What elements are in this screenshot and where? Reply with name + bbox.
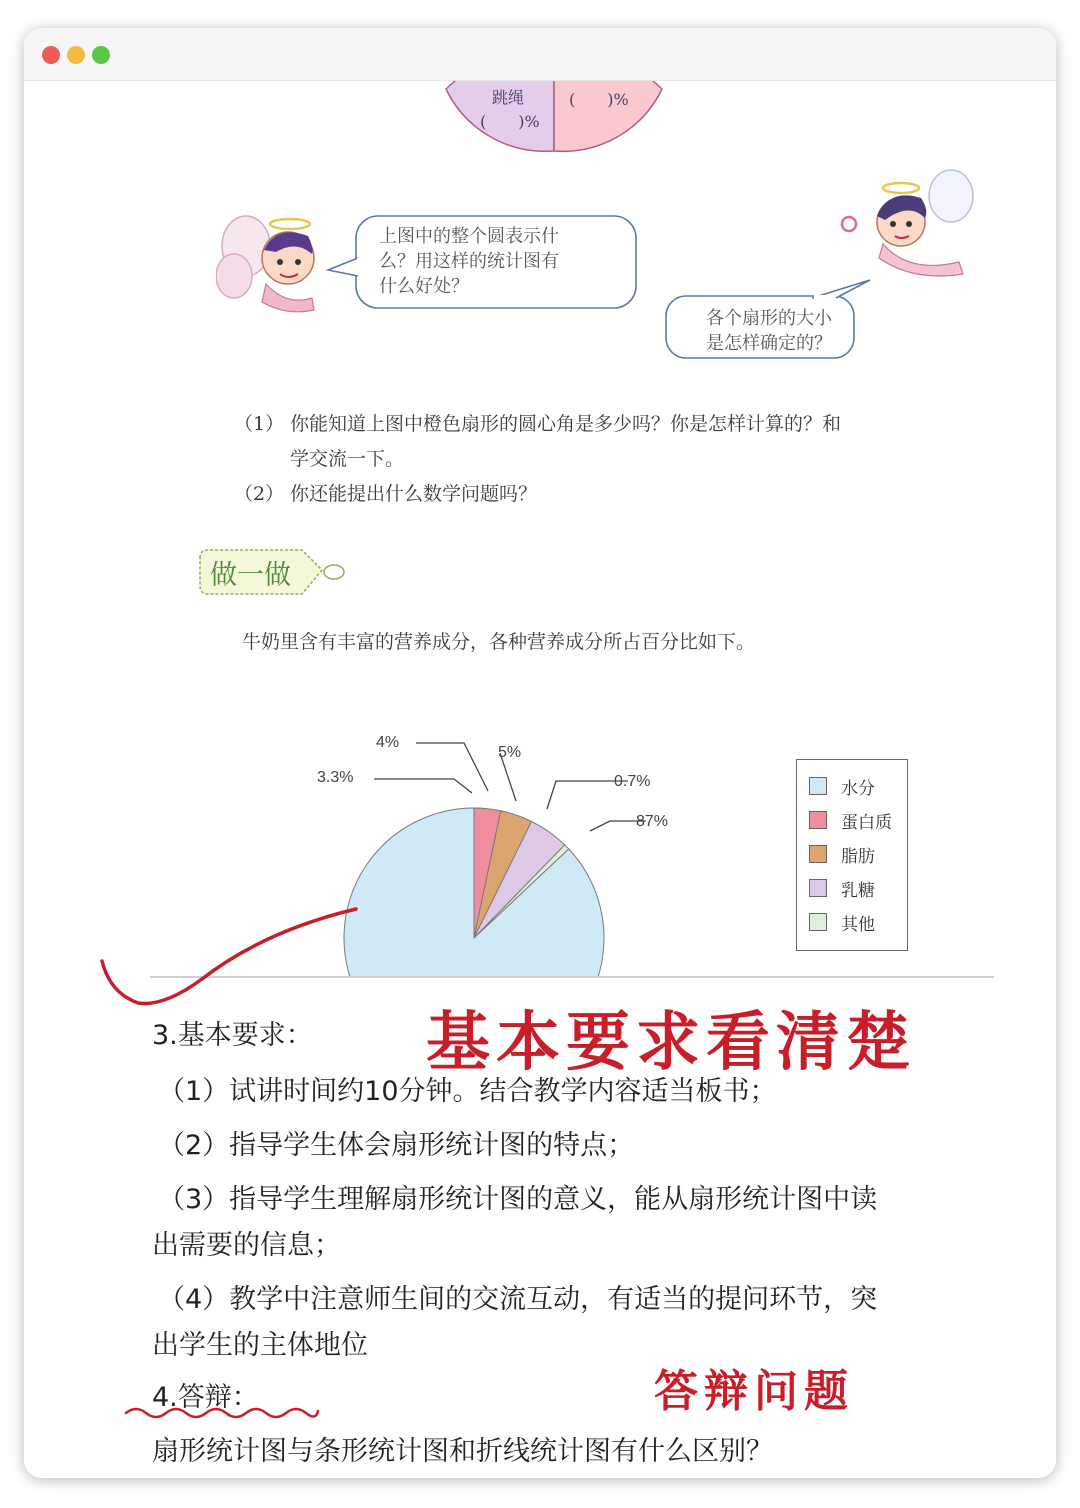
requirement-item-4: （4）教学中注意师生间的交流互动，有适当的提问环节，突: [158, 1284, 878, 1315]
question-1-line-1: 你能知道上图中橙色扇形的圆心角是多少吗？你是怎样计算的？和: [290, 413, 842, 435]
document-window: [24, 28, 1056, 1478]
legend-item-lactose: [809, 876, 909, 902]
handwritten-note-defense: 答辩问题: [654, 1366, 854, 1417]
leader-line-3-3: [374, 779, 472, 793]
window-titlebar: [24, 28, 1056, 81]
requirements-heading: 3.基本要求：: [152, 1020, 313, 1051]
bubble-left-line-1: 上图中的整个圆表示什: [379, 226, 559, 247]
pie-label-water: 87%: [636, 813, 669, 830]
question-1: [234, 407, 1014, 442]
top-pie-label-right-pct: ( )%: [569, 90, 629, 109]
question-1-line-2: 学交流一下。: [290, 448, 405, 470]
document-content: [24, 81, 1056, 1478]
question-2: [234, 477, 1014, 512]
zoom-window-button[interactable]: [92, 46, 110, 64]
legend-swatch-fat: [809, 845, 827, 863]
section-title: 做一做: [210, 560, 291, 591]
speech-bubble-left: [379, 224, 559, 299]
requirement-item-4-cont: 出学生的主体地位: [152, 1330, 368, 1361]
requirements-list: [152, 1069, 992, 1369]
red-checkmark-stroke: [84, 901, 404, 1011]
handwritten-note-requirements: 基本要求看清楚: [426, 1005, 916, 1080]
question-2-text: 你还能提出什么数学问题吗？: [290, 483, 538, 505]
top-pie-partial: [424, 81, 684, 191]
question-2-number: （2）: [234, 483, 285, 505]
top-pie-label-rope: 跳绳: [492, 88, 525, 107]
angel-girl-illustration: [839, 166, 979, 281]
legend-label-protein: 蛋白质: [841, 813, 892, 833]
legend-label-water: 水分: [841, 779, 875, 799]
question-1-number: （1）: [234, 413, 285, 435]
requirement-item-1: （1）试讲时间约10分钟。结合教学内容适当板书；: [158, 1076, 777, 1107]
requirement-item-2: （2）指导学生体会扇形统计图的特点；: [158, 1130, 635, 1161]
intro-text: 牛奶里含有丰富的营养成分，各种营养成分所占百分比如下。: [242, 631, 756, 653]
legend-swatch-protein: [809, 811, 827, 829]
chart-legend: [796, 759, 908, 951]
requirement-item-3-cont: 出需要的信息；: [152, 1230, 341, 1261]
legend-swatch-water: [809, 777, 827, 795]
legend-item-other: [809, 910, 909, 936]
pie-label-protein: 3.3%: [317, 769, 354, 786]
requirement-item-3: （3）指导学生理解扇形统计图的意义，能从扇形统计图中读: [158, 1184, 878, 1215]
bubble-left-line-2: 么？用这样的统计图有: [379, 251, 559, 272]
bubble-right-line-1: 各个扇形的大小: [706, 308, 832, 329]
bubble-left-line-3: 什么好处？: [379, 276, 469, 297]
legend-swatch-other: [809, 913, 827, 931]
legend-label-lactose: 乳糖: [841, 881, 875, 901]
minimize-window-button[interactable]: [67, 46, 85, 64]
bubble-right-line-2: 是怎样确定的？: [706, 333, 832, 354]
pie-label-other: 0.7%: [614, 773, 651, 790]
defense-question: 扇形统计图与条形统计图和折线统计图有什么区别？: [152, 1436, 773, 1467]
legend-swatch-lactose: [809, 879, 827, 897]
close-window-button[interactable]: [42, 46, 60, 64]
legend-item-fat: [809, 842, 909, 868]
legend-item-water: [809, 774, 909, 800]
legend-label-other: 其他: [841, 915, 875, 935]
top-pie-label-left-pct: ( )%: [480, 112, 540, 131]
pie-label-lactose: 5%: [498, 744, 522, 761]
speech-bubble-right: [706, 306, 832, 356]
leader-line-4: [416, 743, 488, 791]
red-wavy-underline: [122, 1401, 322, 1425]
defense-heading: 4.答辩：: [152, 1382, 259, 1413]
pie-label-fat: 4%: [376, 734, 400, 751]
legend-item-protein: [809, 808, 909, 834]
angel-boy-illustration: [216, 206, 331, 316]
question-list: [234, 407, 1014, 512]
legend-label-fat: 脂肪: [841, 847, 875, 867]
